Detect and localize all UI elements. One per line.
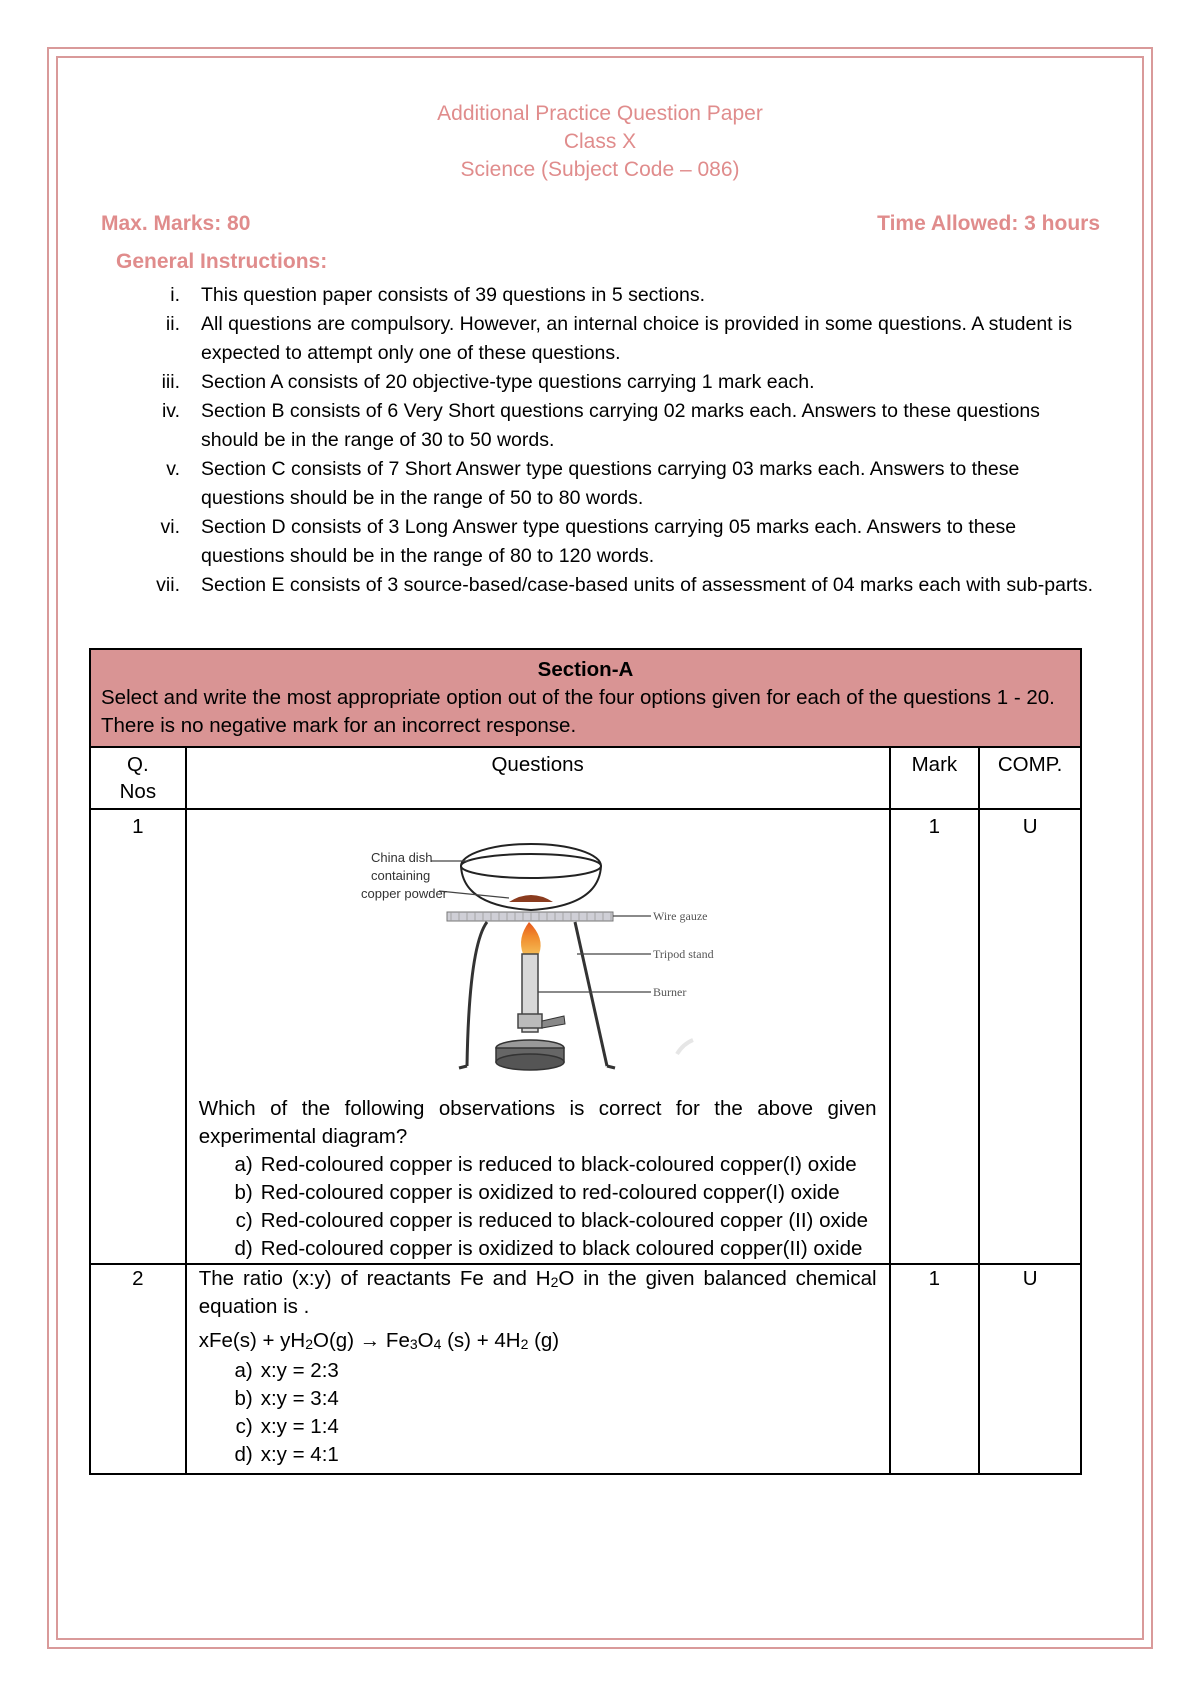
question-mark: 1 [890, 1264, 980, 1474]
option [199, 1357, 877, 1385]
section-title: Section-A [537, 658, 634, 681]
option [199, 1207, 877, 1235]
instruction-text: Section B consists of 6 Very Short questions carrying 02 marks each. Answers to these questions should be in the range of 30 to 50 words. [201, 400, 1040, 451]
paper-title [0, 100, 1200, 184]
question-comp: U [979, 1264, 1081, 1474]
instruction-text: This question paper consists of 39 questions in 5 sections. [201, 284, 706, 306]
max-marks: Max. Marks: 80 [101, 212, 251, 235]
option [199, 1151, 877, 1179]
option-letter: b) [234, 1181, 253, 1204]
wire-gauze [447, 912, 613, 921]
column-header-mark: Mark [890, 747, 980, 809]
experiment-diagram [319, 826, 719, 1081]
instruction-text: Section E consists of 3 source-based/case-based units of assessment of 04 marks each with sub-parts. [201, 574, 1094, 596]
option-letter: d) [234, 1237, 253, 1260]
diagram-label-dish: China dish [370, 850, 433, 865]
option-text: x:y = 4:1 [260, 1443, 339, 1466]
instructions-list [0, 281, 1200, 600]
option-text: x:y = 2:3 [260, 1359, 339, 1382]
instruction-text: Section A consists of 20 objective-type questions carrying 1 mark each. [201, 371, 815, 393]
option-text: Red-coloured copper is reduced to black-coloured copper(I) oxide [260, 1153, 857, 1176]
option-text: x:y = 3:4 [260, 1387, 339, 1410]
question-text: Which of the following observations is correct for the above given experimental diagram? [198, 1097, 877, 1148]
instruction-number: ii. [165, 313, 180, 335]
title-line-1: Additional Practice Question Paper [437, 102, 763, 125]
instruction-item [0, 455, 1200, 513]
instruction-number: v. [166, 458, 180, 480]
instruction-item [0, 368, 1200, 397]
instruction-item [0, 513, 1200, 571]
instruction-number: iii. [161, 371, 180, 393]
flame [521, 922, 541, 957]
option-letter: d) [234, 1443, 253, 1466]
diagram-label-dish: copper powder [360, 886, 447, 901]
column-header-qno: Q. Nos [90, 747, 186, 809]
tripod-leg [467, 922, 487, 1066]
option-text: Red-coloured copper is oxidized to black coloured copper(II) oxide [260, 1237, 863, 1260]
questions-table [89, 648, 1082, 1475]
instruction-number: iv. [161, 400, 180, 422]
instruction-item [0, 281, 1200, 310]
instruction-item [0, 571, 1200, 600]
column-header-row [90, 747, 1081, 809]
option [199, 1235, 877, 1263]
question-number: 2 [90, 1264, 186, 1474]
title-line-2: Class X [563, 130, 637, 153]
column-header-comp: COMP. [979, 747, 1081, 809]
section-a-header [90, 649, 1081, 747]
instruction-item [0, 310, 1200, 368]
question-cell [186, 1264, 890, 1474]
option-letter: c) [235, 1415, 253, 1438]
instruction-text: All questions are compulsory. However, an internal choice is provided in some questions. A student is expected to attempt only one of these questions. [201, 313, 1073, 364]
diagram-label-burner: Burner [652, 985, 687, 999]
column-header-questions: Questions [186, 747, 890, 809]
title-line-3: Science (Subject Code – 086) [460, 158, 740, 181]
section-description: Select and write the most appropriate option out of the four options given for each of the questions 1 - 20. There is no negative mark for an incorrect response. [101, 686, 1055, 737]
question-text: The ratio (x:y) of reactants Fe and $H_2O$ in the given balanced chemical equation is . [198, 1267, 877, 1318]
option-letter: b) [234, 1387, 253, 1410]
instruction-number: vii. [156, 574, 180, 596]
section-a-header-row [90, 649, 1081, 747]
instruction-text: Section C consists of 7 Short Answer type questions carrying 03 marks each. Answers to these questions should be in the range of 50 to 80 words. [201, 458, 1020, 509]
tripod-leg [575, 922, 607, 1066]
question-comp: U [979, 809, 1081, 1264]
diagram-label-dish: containing [370, 868, 431, 883]
question-number: 1 [90, 809, 186, 1264]
option-text: x:y = 1:4 [260, 1415, 339, 1438]
diagram-label-gauze: Wire gauze [652, 909, 708, 923]
table-row [90, 809, 1081, 1264]
table-row [90, 1264, 1081, 1474]
option-text: Red-coloured copper is reduced to black-coloured copper (II) oxide [260, 1209, 869, 1232]
option-text: Red-coloured copper is oxidized to red-coloured copper(I) oxide [260, 1181, 840, 1204]
instruction-number: vi. [160, 516, 180, 538]
option [199, 1413, 877, 1441]
instruction-text: Section D consists of 3 Long Answer type questions carrying 05 marks each. Answers to these questions should be in the range of 80 to 120 words. [201, 516, 1017, 567]
option-letter: c) [235, 1209, 253, 1232]
option-letter: a) [234, 1153, 253, 1176]
diagram-label-tripod: Tripod stand [652, 947, 714, 961]
question-cell [186, 809, 890, 1264]
chemical-equation: $xFe(s) + yH_2O(g) \to Fe_3O_4$ $(s) + 4H_2$ (g) [198, 1329, 560, 1352]
option [199, 1441, 877, 1469]
question-mark: 1 [890, 809, 980, 1264]
time-allowed: Time Allowed: 3 hours [877, 212, 1100, 235]
instruction-number: i. [170, 284, 180, 306]
option-letter: a) [234, 1359, 253, 1382]
instructions-heading: General Instructions: [116, 250, 328, 273]
option [199, 1385, 877, 1413]
option [199, 1179, 877, 1207]
instruction-item [0, 397, 1200, 455]
